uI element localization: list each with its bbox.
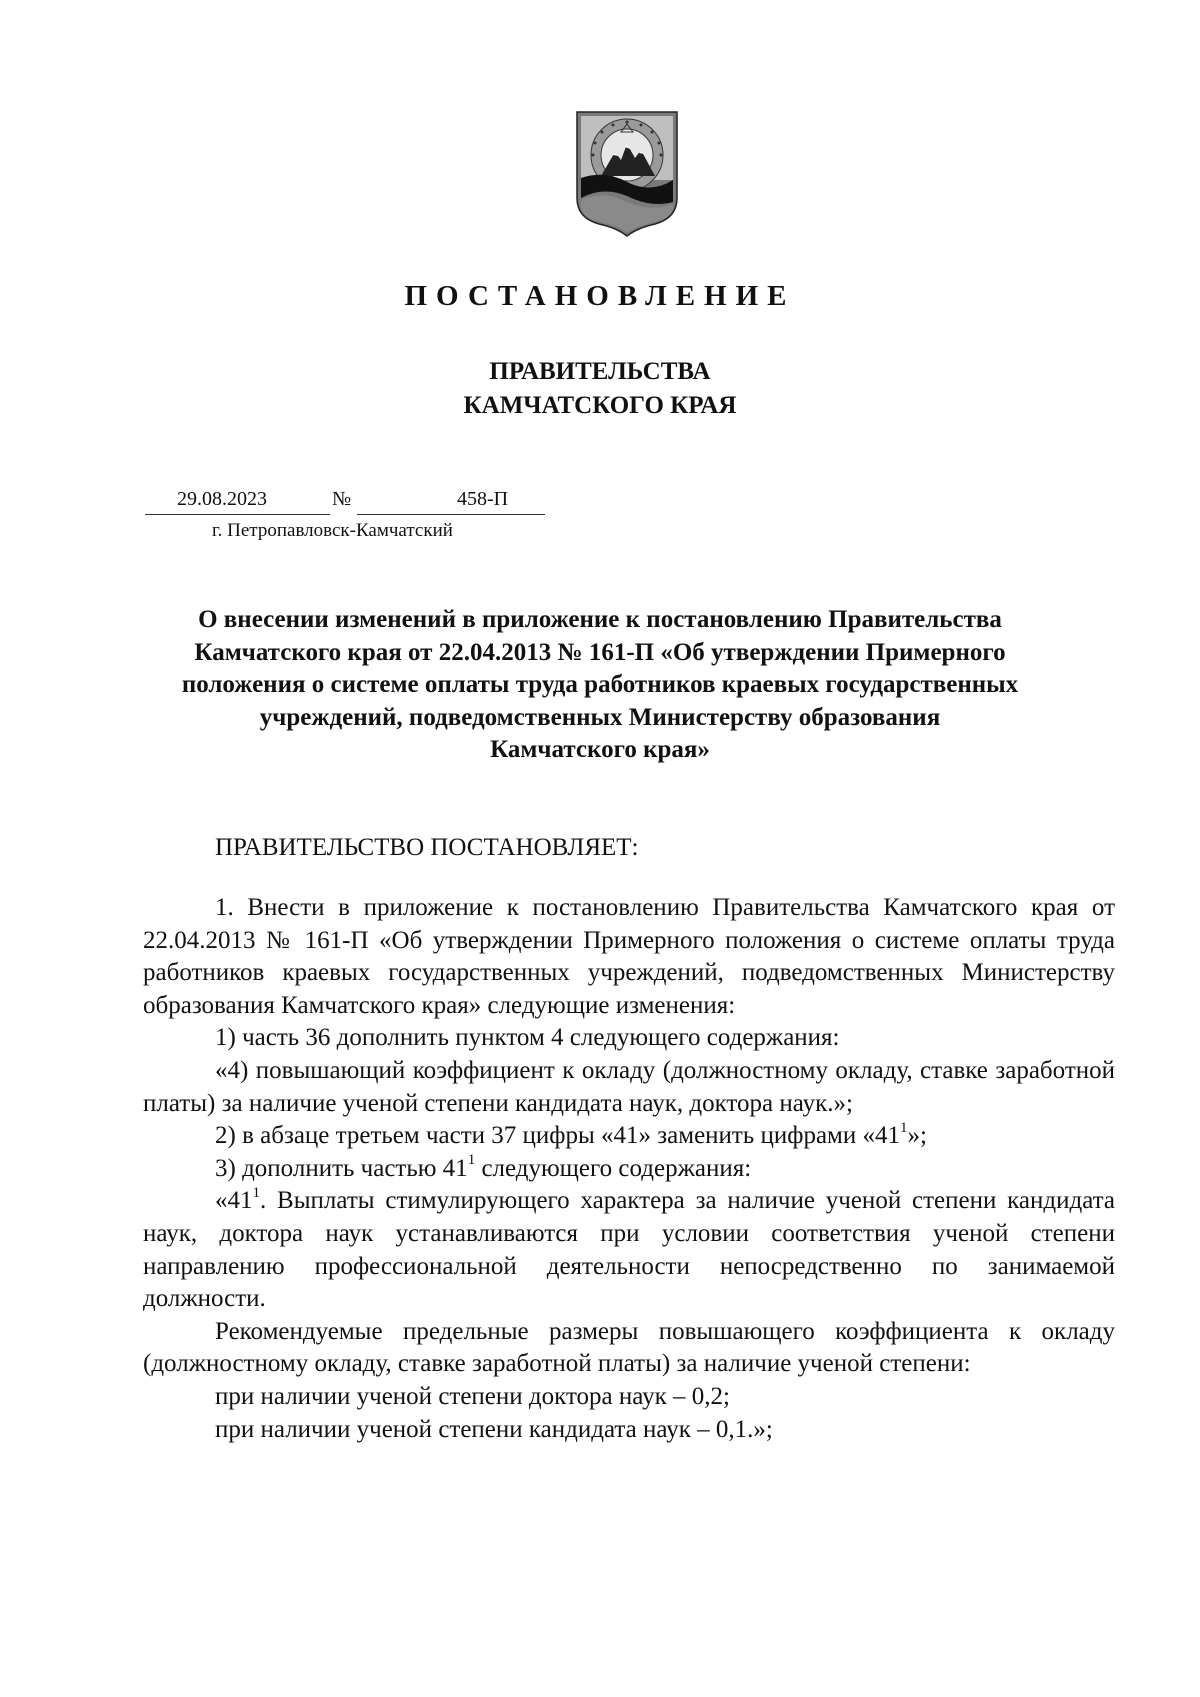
paragraph-6 xyxy=(143,1185,1115,1315)
document-number: 458-П xyxy=(457,488,509,510)
subject-line-2: Камчатского края от 22.04.2013 № 161-П «Об утверждении Примерного xyxy=(194,638,1006,666)
number-sign: № xyxy=(332,488,352,510)
paragraph-2: 1) часть 36 дополнить пунктом 4 следующего содержания: xyxy=(215,1024,840,1052)
paragraph-4-text: 2) в абзаце третьем части 37 цифры «41» заменить цифрами «41 xyxy=(215,1122,901,1150)
paragraph-5-superscript: 1 xyxy=(467,1152,476,1169)
paragraph-5-text: 3) дополнить частью 41 xyxy=(215,1154,468,1182)
paragraph-5 xyxy=(143,1153,1115,1186)
paragraph-1: 1. Внести в приложение к постановлению Правительства Камчатского края от 22.04.2013 № 161-П «Об утверждении Примерного положения о системе оплаты труда работников краевых государственных учреждений, подведомственных Министерству образования Камчатского края» следующие изменения: xyxy=(143,894,1115,1019)
number-underline xyxy=(357,514,545,515)
document-body xyxy=(143,892,1115,1446)
paragraph-4 xyxy=(143,1120,1115,1153)
issuing-authority xyxy=(0,355,1200,423)
document-date: 29.08.2023 xyxy=(177,488,267,510)
subject-line-5: Камчатского края» xyxy=(490,736,710,763)
decree-phrase: ПРАВИТЕЛЬСТВО ПОСТАНОВЛЯЕТ: xyxy=(215,834,639,861)
document-title: ПОСТАНОВЛЕНИЕ xyxy=(404,280,796,312)
authority-line-2: КАМЧАТСКОГО КРАЯ xyxy=(463,392,737,419)
place-of-issue: г. Петропавловск-Камчатский xyxy=(212,520,453,541)
date-number-line xyxy=(145,488,545,518)
paragraph-9: при наличии ученой степени кандидата наук – 0,1.»; xyxy=(215,1415,773,1443)
coat-of-arms-emblem xyxy=(575,110,679,238)
paragraph-7: Рекомендуемые предельные размеры повышающего коэффициента к окладу (должностному окладу, ставке заработной платы) за наличие ученой степени: xyxy=(143,1317,1115,1378)
subject-line-1: О внесении изменений в приложение к постановлению Правительства xyxy=(198,606,1002,633)
paragraph-4-tail: »; xyxy=(907,1122,927,1150)
paragraph-8: при наличии ученой степени доктора наук – 0,2; xyxy=(215,1382,730,1410)
paragraph-6-text: «41 xyxy=(215,1187,253,1215)
paragraph-5-tail: следующего содержания: xyxy=(475,1154,752,1182)
paragraph-3: «4) повышающий коэффициент к окладу (должностному окладу, ставке заработной платы) за наличие ученой степени кандидата наук, доктора наук.»; xyxy=(143,1056,1115,1117)
paragraph-6-tail: . Выплаты стимулирующего характера за наличие ученой степени кандидата наук, доктора наук устанавливаются при условии соответствия ученой степени направлению профессиональной деятельности непосредственно по занимаемой должности. xyxy=(143,1187,1115,1313)
authority-line-1: ПРАВИТЕЛЬСТВА xyxy=(489,358,711,385)
subject-line-4: учреждений, подведомственных Министерству образования xyxy=(259,703,941,731)
document-subject xyxy=(130,604,1070,767)
paragraph-4-superscript: 1 xyxy=(900,1119,908,1136)
date-underline xyxy=(145,514,330,515)
subject-line-3: положения о системе оплаты труда работников краевых государственных xyxy=(181,671,1019,698)
paragraph-6-superscript: 1 xyxy=(252,1185,260,1202)
